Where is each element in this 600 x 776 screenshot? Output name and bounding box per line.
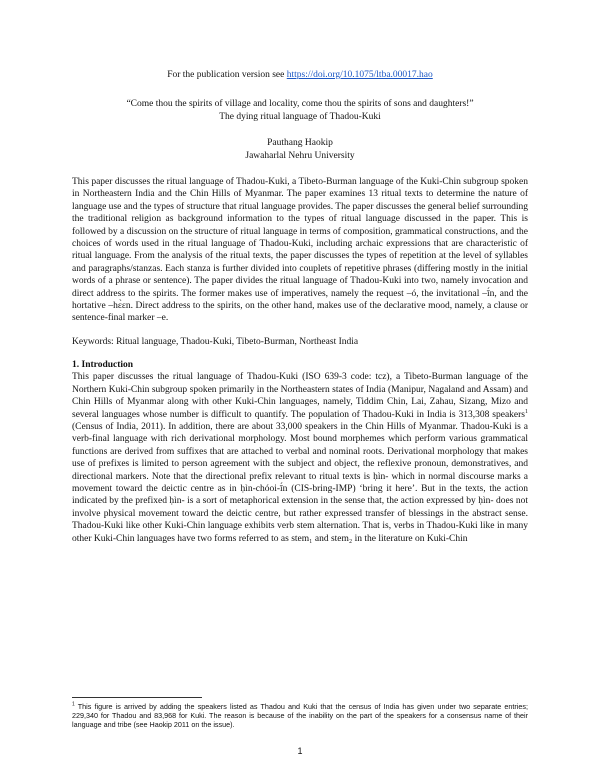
footnote-mark: 1 xyxy=(72,701,75,708)
footnote-divider xyxy=(72,697,202,698)
publication-note xyxy=(72,70,528,80)
introduction-paragraph xyxy=(72,371,528,545)
author-affiliation: Jawaharlal Nehru University xyxy=(245,150,355,161)
publication-note-prefix: For the publication version see xyxy=(167,70,287,80)
abstract: This paper discusses the ritual language of Thadou-Kuki, a Tibeto-Burman language of the Kuki-Chin subgroup spoken in Northeastern India and the Chin Hills of Myanmar. The paper examines 13 ritual texts to determine the nature of language use and the types of structure that ritual language provides. The paper discusses the general belief surrounding the traditional religion as background information to the types of ritual language discussed in the paper. This is followed by a discussion on the structure of ritual language in terms of composition, grammatical constructions, and the choices of words used in the ritual language of Thadou-Kuki, including archaic expressions that are characteristic of ritual language. From the analysis of the ritual texts, the paper discusses the types of repetition at the level of syllables and paragraphs/stanzas. Each stanza is further divided into couplets of repetitive phrases (differing mostly in the initial words of a phrase or sentence). The paper divides the ritual language of Thadou-Kuki into two, namely invocation and direct address to the spirits. The former makes use of imperatives, namely the request –ó, the invitational –ī́n, and the hortative –hɛ̀ɛn. Direct address to the spirits, on the other hand, makes use of the declarative mood, namely, a clause or sentence-final marker –e. xyxy=(72,177,528,324)
author-name: Pauthang Haokip xyxy=(267,138,333,148)
introduction-text-part1: This paper discusses the ritual language of Thadou-Kuki (ISO 639-3 code: tcz), a Tibeto-Burman language of the Northern Kuki-Chin subgroup spoken primarily in the Northeastern states of India (Manipur, Nagaland and Assam) and Chin Hills of Myanmar along with other Kuki-Chin languages, namely, Tiddim Chin, Lai, Zahau, Sizang, Mizo and several languages whose number is difficult to quantify. The population of Thadou-Kuki in India is 313,308 speakers xyxy=(72,372,528,420)
paper-title-quote: “Come thou the spirits of village and locality, come thou the spirits of sons and daughters!” xyxy=(126,99,474,109)
title-block xyxy=(72,98,528,123)
footnote-text: This figure is arrived by adding the speakers listed as Thadou and Kuki that the census of India has given under two separate entries; 229,340 for Thadou and 83,968 for Kuki. The reason is because of the inability on the part of the speakers for a consensus name of their language and tribe (see Haokip 2011 on the issue). xyxy=(72,702,528,730)
page-number: 1 xyxy=(297,746,303,756)
footnote xyxy=(72,702,528,730)
doi-link[interactable]: https://doi.org/10.1075/ltba.00017.hao xyxy=(286,70,433,80)
footnote-reference[interactable]: 1 xyxy=(525,408,528,415)
paper-subtitle: The dying ritual language of Thadou-Kuki xyxy=(219,111,381,122)
page-body xyxy=(72,70,528,545)
section-heading-introduction: 1. Introduction xyxy=(72,360,134,371)
keywords: Keywords: Ritual language, Thadou-Kuki, Tibeto-Burman, Northeast India xyxy=(72,336,359,347)
introduction-text-part2: (Census of India, 2011). In addition, there are about 33,000 speakers in the Chin Hills of Myanmar. Thadou-Kuki is a verb-final language with rich derivational morphology. Most bound morphemes which perform various grammatical functions are derived from suffixes that are attached to verbal and nominal roots. Derivational morphology that makes use of prefixes is limited to person agreement with the subject and object, the reflexive pronoun, demonstratives, and directional markers. Note that the directional prefix relevant to ritual texts is ḥìn- which in normal discourse marks a movement toward the deictic centre as in ḥìn-chóoi-ī́n (CIS-bring-IMP) ‘bring it here’. But in the texts, the action indicated by the prefixed ḥìn- is a sort of metaphorical extension in the sense that, the action expressed by ḥìn- does not involve physical movement toward the deictic centre, but rather expressed transfer of blessings in the abstract sense. Thadou-Kuki like other Kuki-Chin language exhibits verb stem alternation. That is, verbs in Thadou-Kuki like in many other Kuki-Chin languages have two forms referred to as stem₁ and stem₂ in the literature on Kuki-Chin xyxy=(72,421,528,544)
author-block xyxy=(72,137,528,162)
